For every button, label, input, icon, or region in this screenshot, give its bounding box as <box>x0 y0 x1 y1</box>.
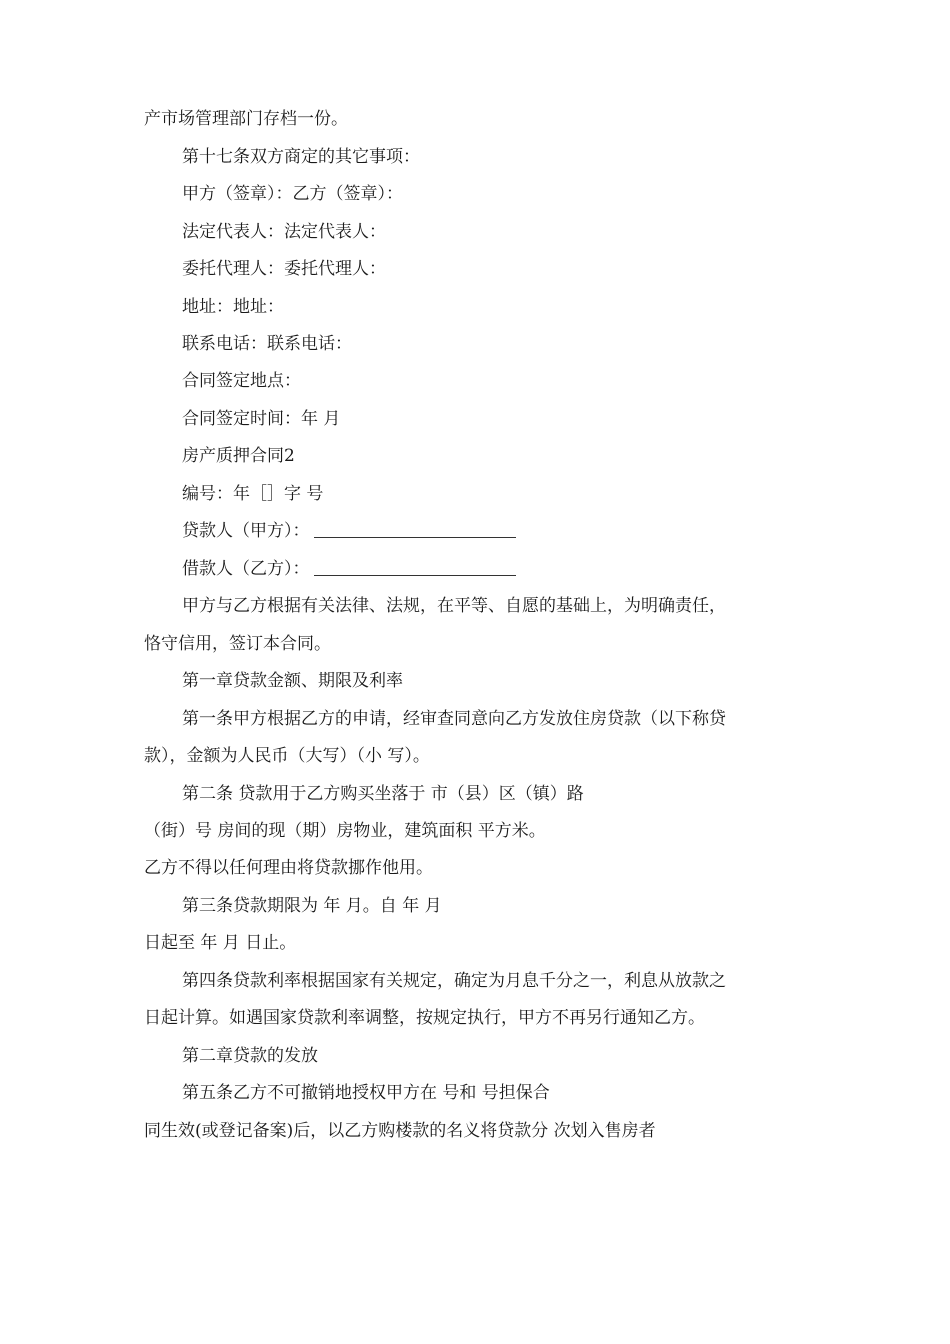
text-line: 同生效(或登记备案)后，以乙方购楼款的名义将贷款分 次划入售房者 <box>144 1121 656 1141</box>
lender-blank <box>314 523 516 538</box>
borrower-label: 借款人（乙方）： <box>182 559 310 579</box>
text-line: 合同签定地点： <box>182 371 301 391</box>
text-line: 合同签定时间：年 月 <box>182 409 341 429</box>
text-line: 第三条贷款期限为 年 月。自 年 月 <box>182 896 442 916</box>
text-line: 法定代表人：法定代表人： <box>182 222 386 242</box>
text-line: 编号：年［］字 号 <box>182 484 324 504</box>
text-line: （街）号 房间的现（期）房物业，建筑面积 平方米。 <box>144 821 546 841</box>
text-line: 第二条 贷款用于乙方购买坐落于 市（县）区（镇）路 <box>182 784 584 804</box>
borrower-blank <box>314 561 516 576</box>
text-line: 第四条贷款利率根据国家有关规定，确定为月息千分之一，利息从放款之 <box>182 971 726 991</box>
text-line: 甲方（签章）：乙方（签章）： <box>182 184 403 204</box>
text-line: 甲方与乙方根据有关法律、法规，在平等、自愿的基础上，为明确责任， <box>182 596 726 616</box>
text-line: 日起至 年 月 日止。 <box>144 933 297 953</box>
text-line: 乙方不得以任何理由将贷款挪作他用。 <box>144 858 433 878</box>
section-title: 房产质押合同2 <box>182 446 295 466</box>
lender-label: 贷款人（甲方）： <box>182 521 310 541</box>
text-line: 产市场管理部门存档一份。 <box>144 109 348 129</box>
text-line: 恪守信用，签订本合同。 <box>144 634 331 654</box>
text-line: 第五条乙方不可撤销地授权甲方在 号和 号担保合 <box>182 1083 550 1103</box>
text-line: 第一条甲方根据乙方的申请，经审查同意向乙方发放住房贷款（以下称贷 <box>182 709 726 729</box>
text-line: 联系电话：联系电话： <box>182 334 352 354</box>
borrower-line <box>182 557 516 581</box>
text-line: 委托代理人：委托代理人： <box>182 259 386 279</box>
text-line: 款），金额为人民币（大写）（小 写）。 <box>144 746 430 766</box>
text-line: 地址：地址： <box>182 297 284 317</box>
lender-line <box>182 519 516 543</box>
text-line: 第十七条双方商定的其它事项： <box>182 147 420 167</box>
chapter-heading: 第二章贷款的发放 <box>182 1046 318 1066</box>
text-line: 日起计算。如遇国家贷款利率调整，按规定执行，甲方不再另行通知乙方。 <box>144 1008 705 1028</box>
chapter-heading: 第一章贷款金额、期限及利率 <box>182 671 403 691</box>
